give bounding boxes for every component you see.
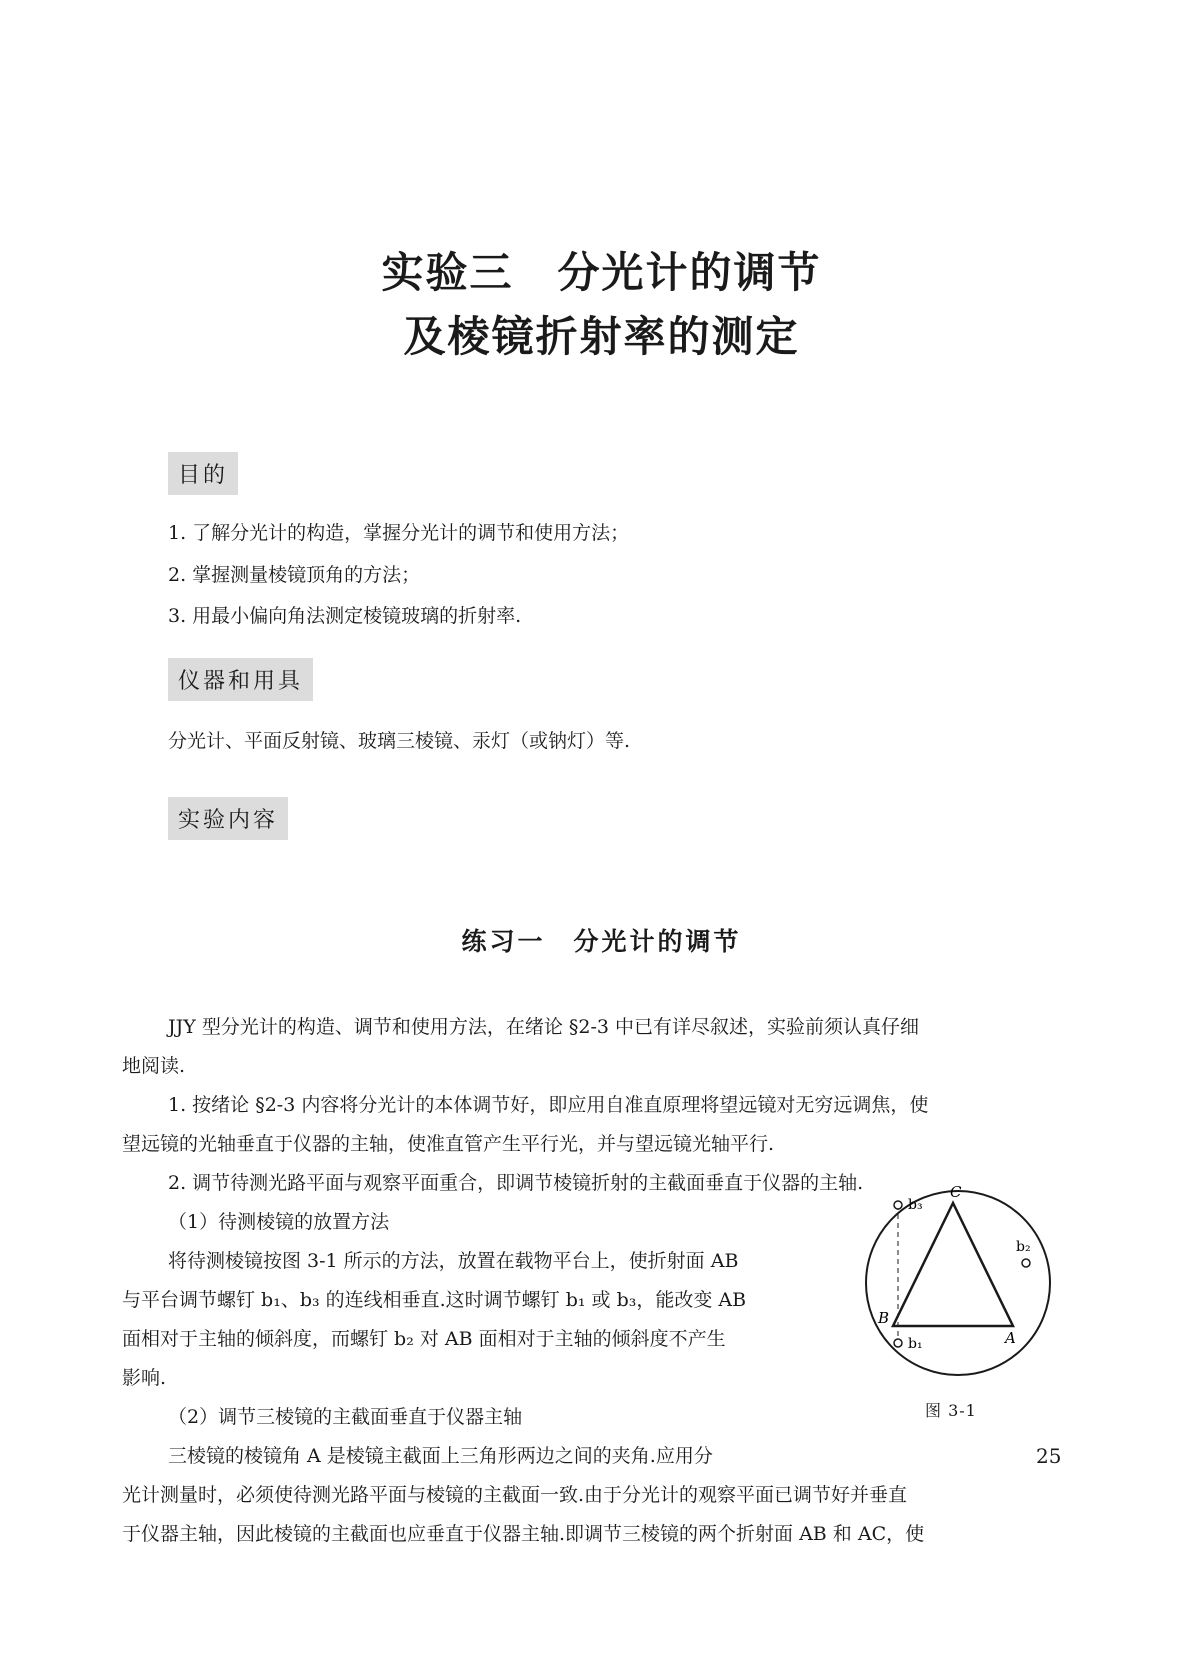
body-line-4: 望远镜的光轴垂直于仪器的主轴，使准直管产生平行光，并与望远镜光轴平行. [122, 1133, 775, 1155]
vertex-label-b: B [878, 1309, 890, 1327]
body-line-13: 光计测量时，必须使待测光路平面与棱镜的主截面一致.由于分光计的观察平面已调节好并垂直 [122, 1484, 908, 1506]
body-line-5: 2. 调节待测光路平面与观察平面重合，即调节棱镜折射的主截面垂直于仪器的主轴. [168, 1172, 864, 1194]
platform-circle [866, 1191, 1050, 1375]
exercise-title: 练习一 分光计的调节 [461, 927, 742, 956]
body-line-12: 三棱镜的棱镜角 A 是棱镜主截面上三角形两边之间的夹角.应用分 [168, 1445, 713, 1467]
body-line-10: 影响. [122, 1367, 167, 1389]
body-line-2: 地阅读. [122, 1055, 186, 1077]
screw-b3 [894, 1201, 902, 1209]
screw-label-b2: b₂ [1016, 1239, 1031, 1255]
section-heading-equipment: 仪器和用具 [168, 658, 313, 701]
equipment-text: 分光计、平面反射镜、玻璃三棱镜、汞灯（或钠灯）等. [168, 730, 631, 752]
screw-label-b3: b₃ [908, 1197, 923, 1213]
chapter-title-line1: 实验三 分光计的调节 [381, 248, 822, 297]
body-line-3: 1. 按绪论 §2-3 内容将分光计的本体调节好，即应用自准直原理将望远镜对无穷远调焦，使 [168, 1094, 929, 1116]
screw-b2 [1022, 1259, 1030, 1267]
body-line-14: 于仪器主轴，因此棱镜的主截面也应垂直于仪器主轴.即调节三棱镜的两个折射面 AB 和 AC，使 [122, 1523, 925, 1545]
body-line-8: 与平台调节螺钉 b₁、b₃ 的连线相垂直.这时调节螺钉 b₁ 或 b₃，能改变 AB [122, 1289, 747, 1311]
vertex-label-a: A [1005, 1329, 1016, 1347]
section-heading-purpose: 目的 [168, 452, 238, 495]
purpose-item-3: 3. 用最小偏向角法测定棱镜玻璃的折射率. [168, 605, 522, 627]
body-line-7: 将待测棱镜按图 3-1 所示的方法，放置在载物平台上，使折射面 AB [168, 1250, 739, 1272]
prism-diagram [858, 1183, 1058, 1383]
screw-b1 [894, 1339, 902, 1347]
purpose-item-1: 1. 了解分光计的构造，掌握分光计的调节和使用方法； [168, 522, 630, 544]
body-line-11: （2）调节三棱镜的主截面垂直于仪器主轴 [168, 1406, 523, 1428]
body-line-9: 面相对于主轴的倾斜度，而螺钉 b₂ 对 AB 面相对于主轴的倾斜度不产生 [122, 1328, 726, 1350]
figure-caption: 图 3-1 [925, 1401, 977, 1420]
body-line-1: JJY 型分光计的构造、调节和使用方法，在绪论 §2-3 中已有详尽叙述，实验前须认真仔细 [168, 1016, 919, 1038]
prism-triangle [893, 1203, 1013, 1326]
chapter-title-line2: 及棱镜折射率的测定 [403, 312, 800, 361]
vertex-label-c: C [950, 1183, 962, 1201]
screw-label-b1: b₁ [908, 1336, 923, 1352]
section-heading-content: 实验内容 [168, 797, 288, 840]
page-number: 25 [1036, 1444, 1062, 1468]
purpose-item-2: 2. 掌握测量棱镜顶角的方法； [168, 564, 421, 586]
body-line-6: （1）待测棱镜的放置方法 [168, 1211, 390, 1233]
